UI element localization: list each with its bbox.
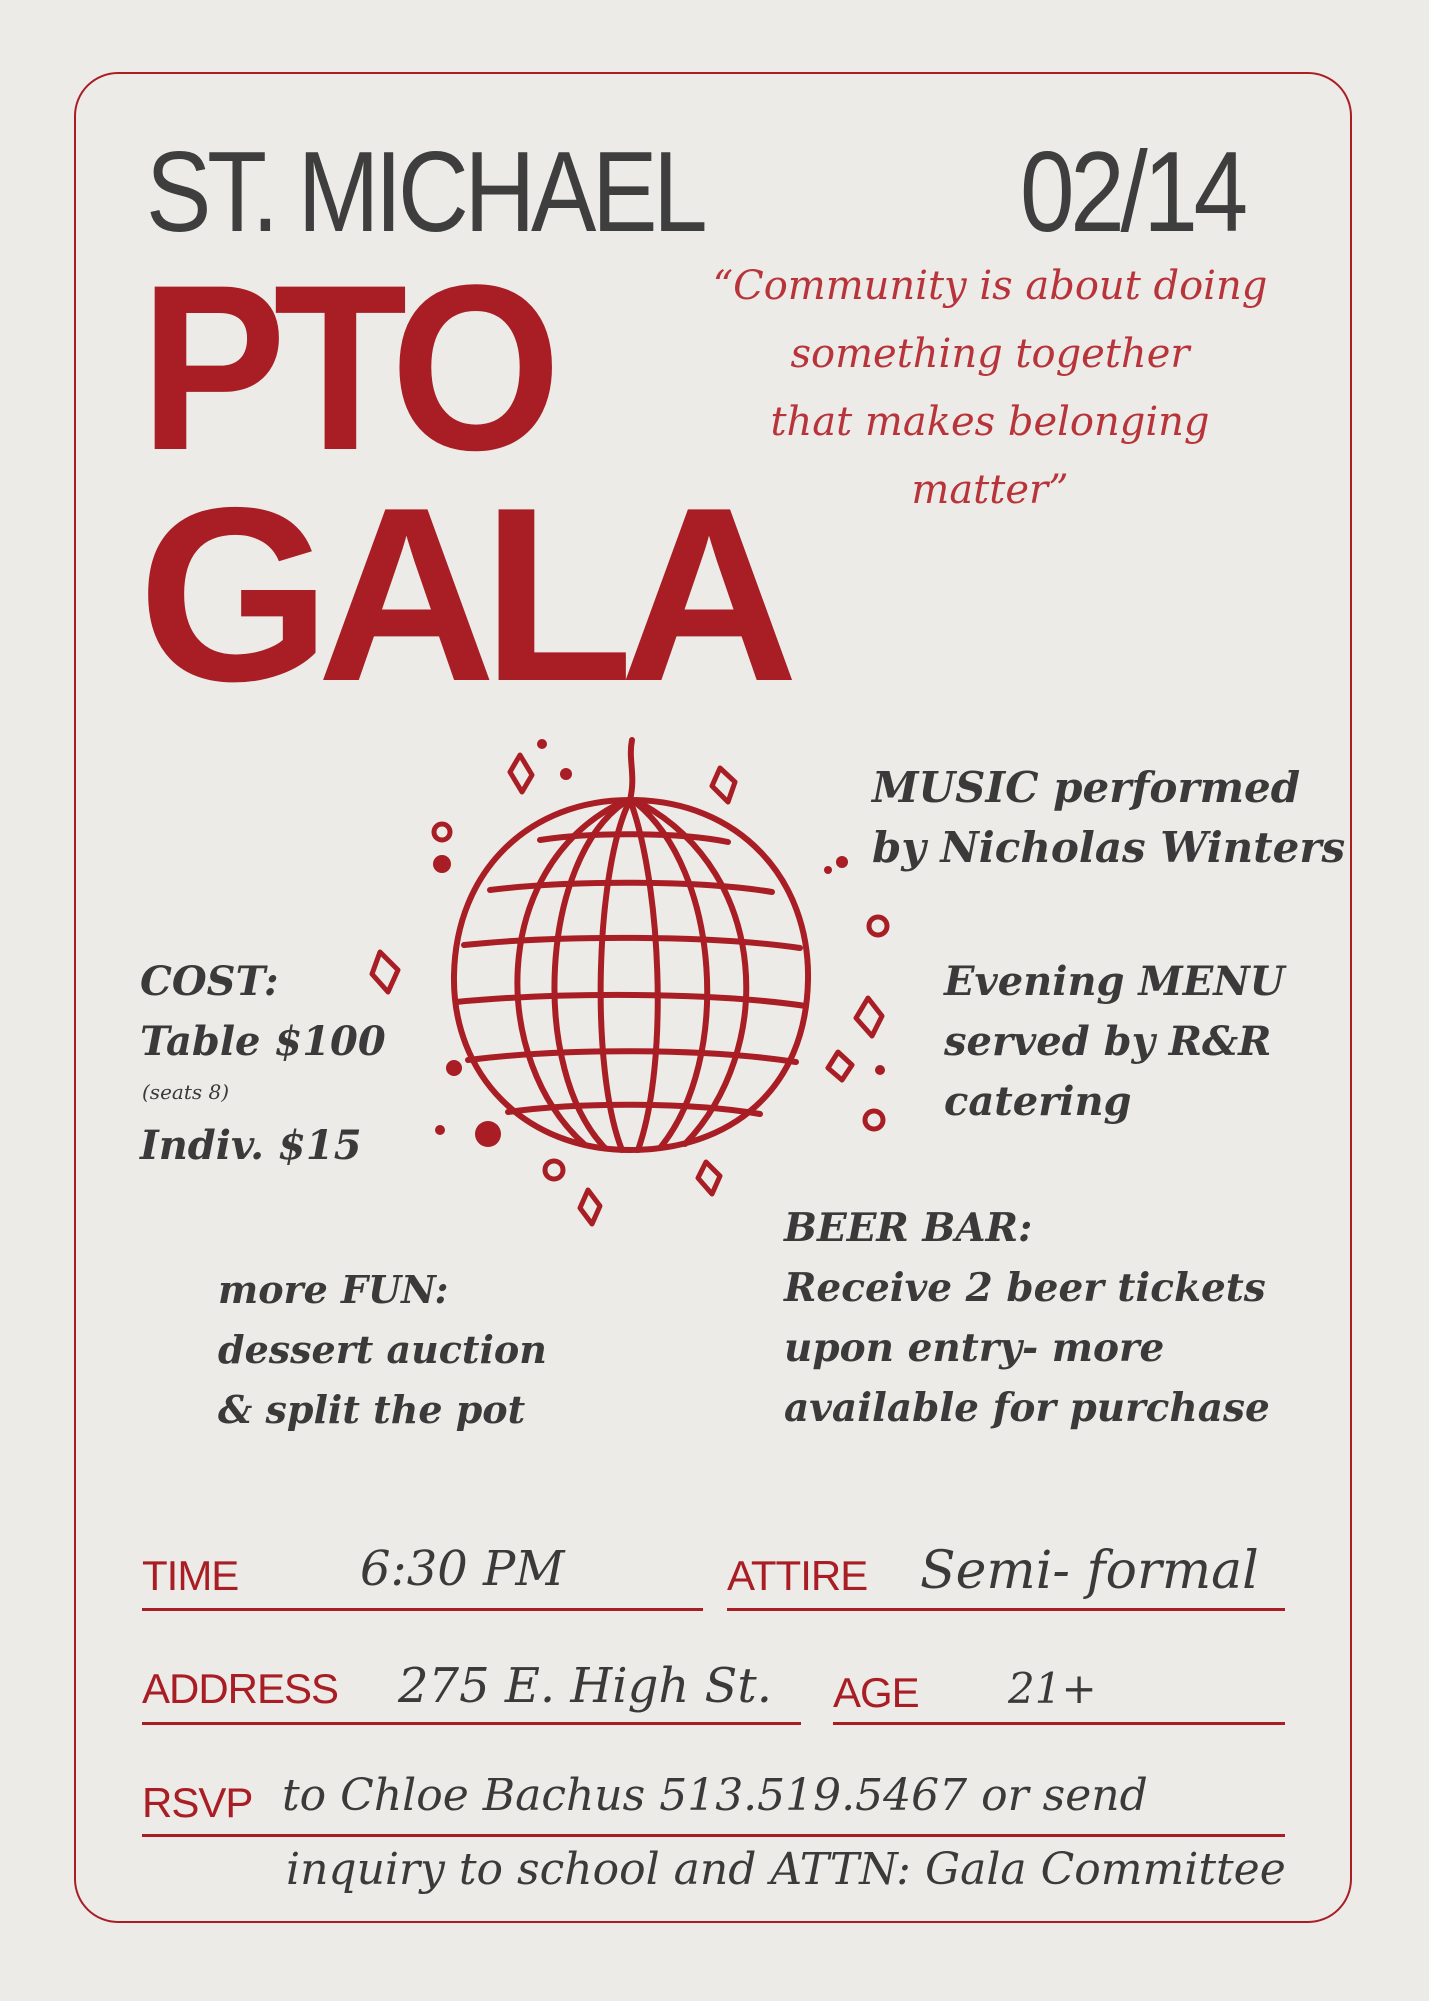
- rsvp-rule: [142, 1834, 1285, 1837]
- time-value: 6:30 PM: [360, 1541, 565, 1597]
- beer-line-2: Receive 2 beer tickets: [784, 1265, 1266, 1311]
- disco-ball-parallel: [490, 883, 772, 892]
- title-pto: PTO: [140, 236, 549, 500]
- sparkle-dot: [560, 768, 572, 780]
- sparkle-ring: [434, 824, 450, 840]
- sparkle-icon: [698, 1162, 720, 1194]
- age-rule: [833, 1722, 1285, 1725]
- cost-individual: Indiv. $15: [140, 1122, 362, 1169]
- disco-ball-parallel: [468, 1051, 796, 1062]
- sparkle-dot: [824, 866, 832, 874]
- disco-ball-string: [630, 740, 632, 800]
- cost-seats: (seats 8): [142, 1080, 230, 1104]
- cost-info: [140, 952, 386, 1176]
- sparkle-dot: [836, 856, 848, 868]
- attire-label: ATTIRE: [727, 1552, 868, 1599]
- sparkle-icon: [712, 768, 735, 802]
- fun-line-3: & split the pot: [218, 1387, 526, 1432]
- fun-info: [218, 1260, 547, 1440]
- sparkle-icon: [856, 998, 882, 1036]
- attire-rule: [727, 1608, 1285, 1611]
- rsvp-label: RSVP: [142, 1779, 253, 1826]
- title-gala: GALA: [138, 455, 785, 733]
- disco-ball-parallel: [508, 1105, 760, 1114]
- quote-line-4: matter”: [911, 467, 1069, 513]
- sparkle-icon: [580, 1190, 600, 1224]
- rsvp-line-2: inquiry to school and ATTN: Gala Committee: [286, 1844, 1286, 1895]
- sparkle-dot: [435, 1125, 445, 1135]
- sparkle-dot: [433, 855, 451, 873]
- disco-ball-icon: [360, 730, 900, 1250]
- attire-value: Semi- formal: [920, 1541, 1259, 1601]
- disco-ball-parallel: [464, 938, 800, 948]
- music-info: [872, 758, 1345, 878]
- music-line-1: MUSIC performed: [872, 763, 1301, 812]
- sparkle-dot: [537, 739, 547, 749]
- quote: [690, 252, 1290, 524]
- sparkle-dot: [446, 1060, 462, 1076]
- beer-line-3: upon entry- more: [784, 1325, 1165, 1371]
- fun-line-2: dessert auction: [218, 1327, 547, 1372]
- fun-line-1: more FUN:: [218, 1267, 449, 1312]
- sparkle-ring: [545, 1161, 563, 1179]
- address-value: 275 E. High St.: [398, 1658, 772, 1714]
- menu-info: [944, 952, 1285, 1132]
- address-rule: [142, 1722, 801, 1725]
- beer-line-4: available for purchase: [784, 1385, 1270, 1431]
- disco-ball-meridian: [630, 800, 658, 1150]
- age-label: AGE: [833, 1669, 919, 1716]
- sparkle-dot: [475, 1121, 501, 1147]
- sparkle-icon: [510, 755, 532, 792]
- disco-ball-meridian: [601, 800, 630, 1150]
- sparkle-icon: [828, 1052, 852, 1080]
- age-value: 21+: [1008, 1664, 1097, 1713]
- music-line-2: by Nicholas Winters: [872, 823, 1346, 872]
- sparkle-ring: [865, 1111, 883, 1129]
- sparkle-ring: [869, 917, 887, 935]
- quote-line-3: that makes belonging: [770, 399, 1210, 445]
- disco-ball-parallel: [456, 995, 806, 1006]
- time-label: TIME: [142, 1552, 239, 1599]
- time-rule: [142, 1608, 703, 1611]
- quote-line-2: something together: [790, 331, 1190, 377]
- disco-ball-outline: [454, 800, 808, 1150]
- rsvp-line-1: to Chloe Bachus 513.519.5467 or send: [282, 1770, 1148, 1821]
- event-date: 02/14: [1020, 129, 1244, 256]
- beer-bar-info: [784, 1198, 1270, 1438]
- menu-line-3: catering: [944, 1078, 1132, 1125]
- beer-line-1: BEER BAR:: [784, 1205, 1033, 1251]
- quote-line-1: “Community is about doing: [712, 263, 1268, 309]
- cost-heading: COST:: [140, 958, 279, 1005]
- menu-line-1: Evening MENU: [944, 958, 1285, 1005]
- address-label: ADDRESS: [142, 1665, 339, 1712]
- cost-table: Table $100: [140, 1018, 386, 1065]
- menu-line-2: served by R&R: [944, 1018, 1272, 1065]
- sparkle-dot: [875, 1065, 885, 1075]
- school-name: ST. MICHAEL: [146, 129, 704, 256]
